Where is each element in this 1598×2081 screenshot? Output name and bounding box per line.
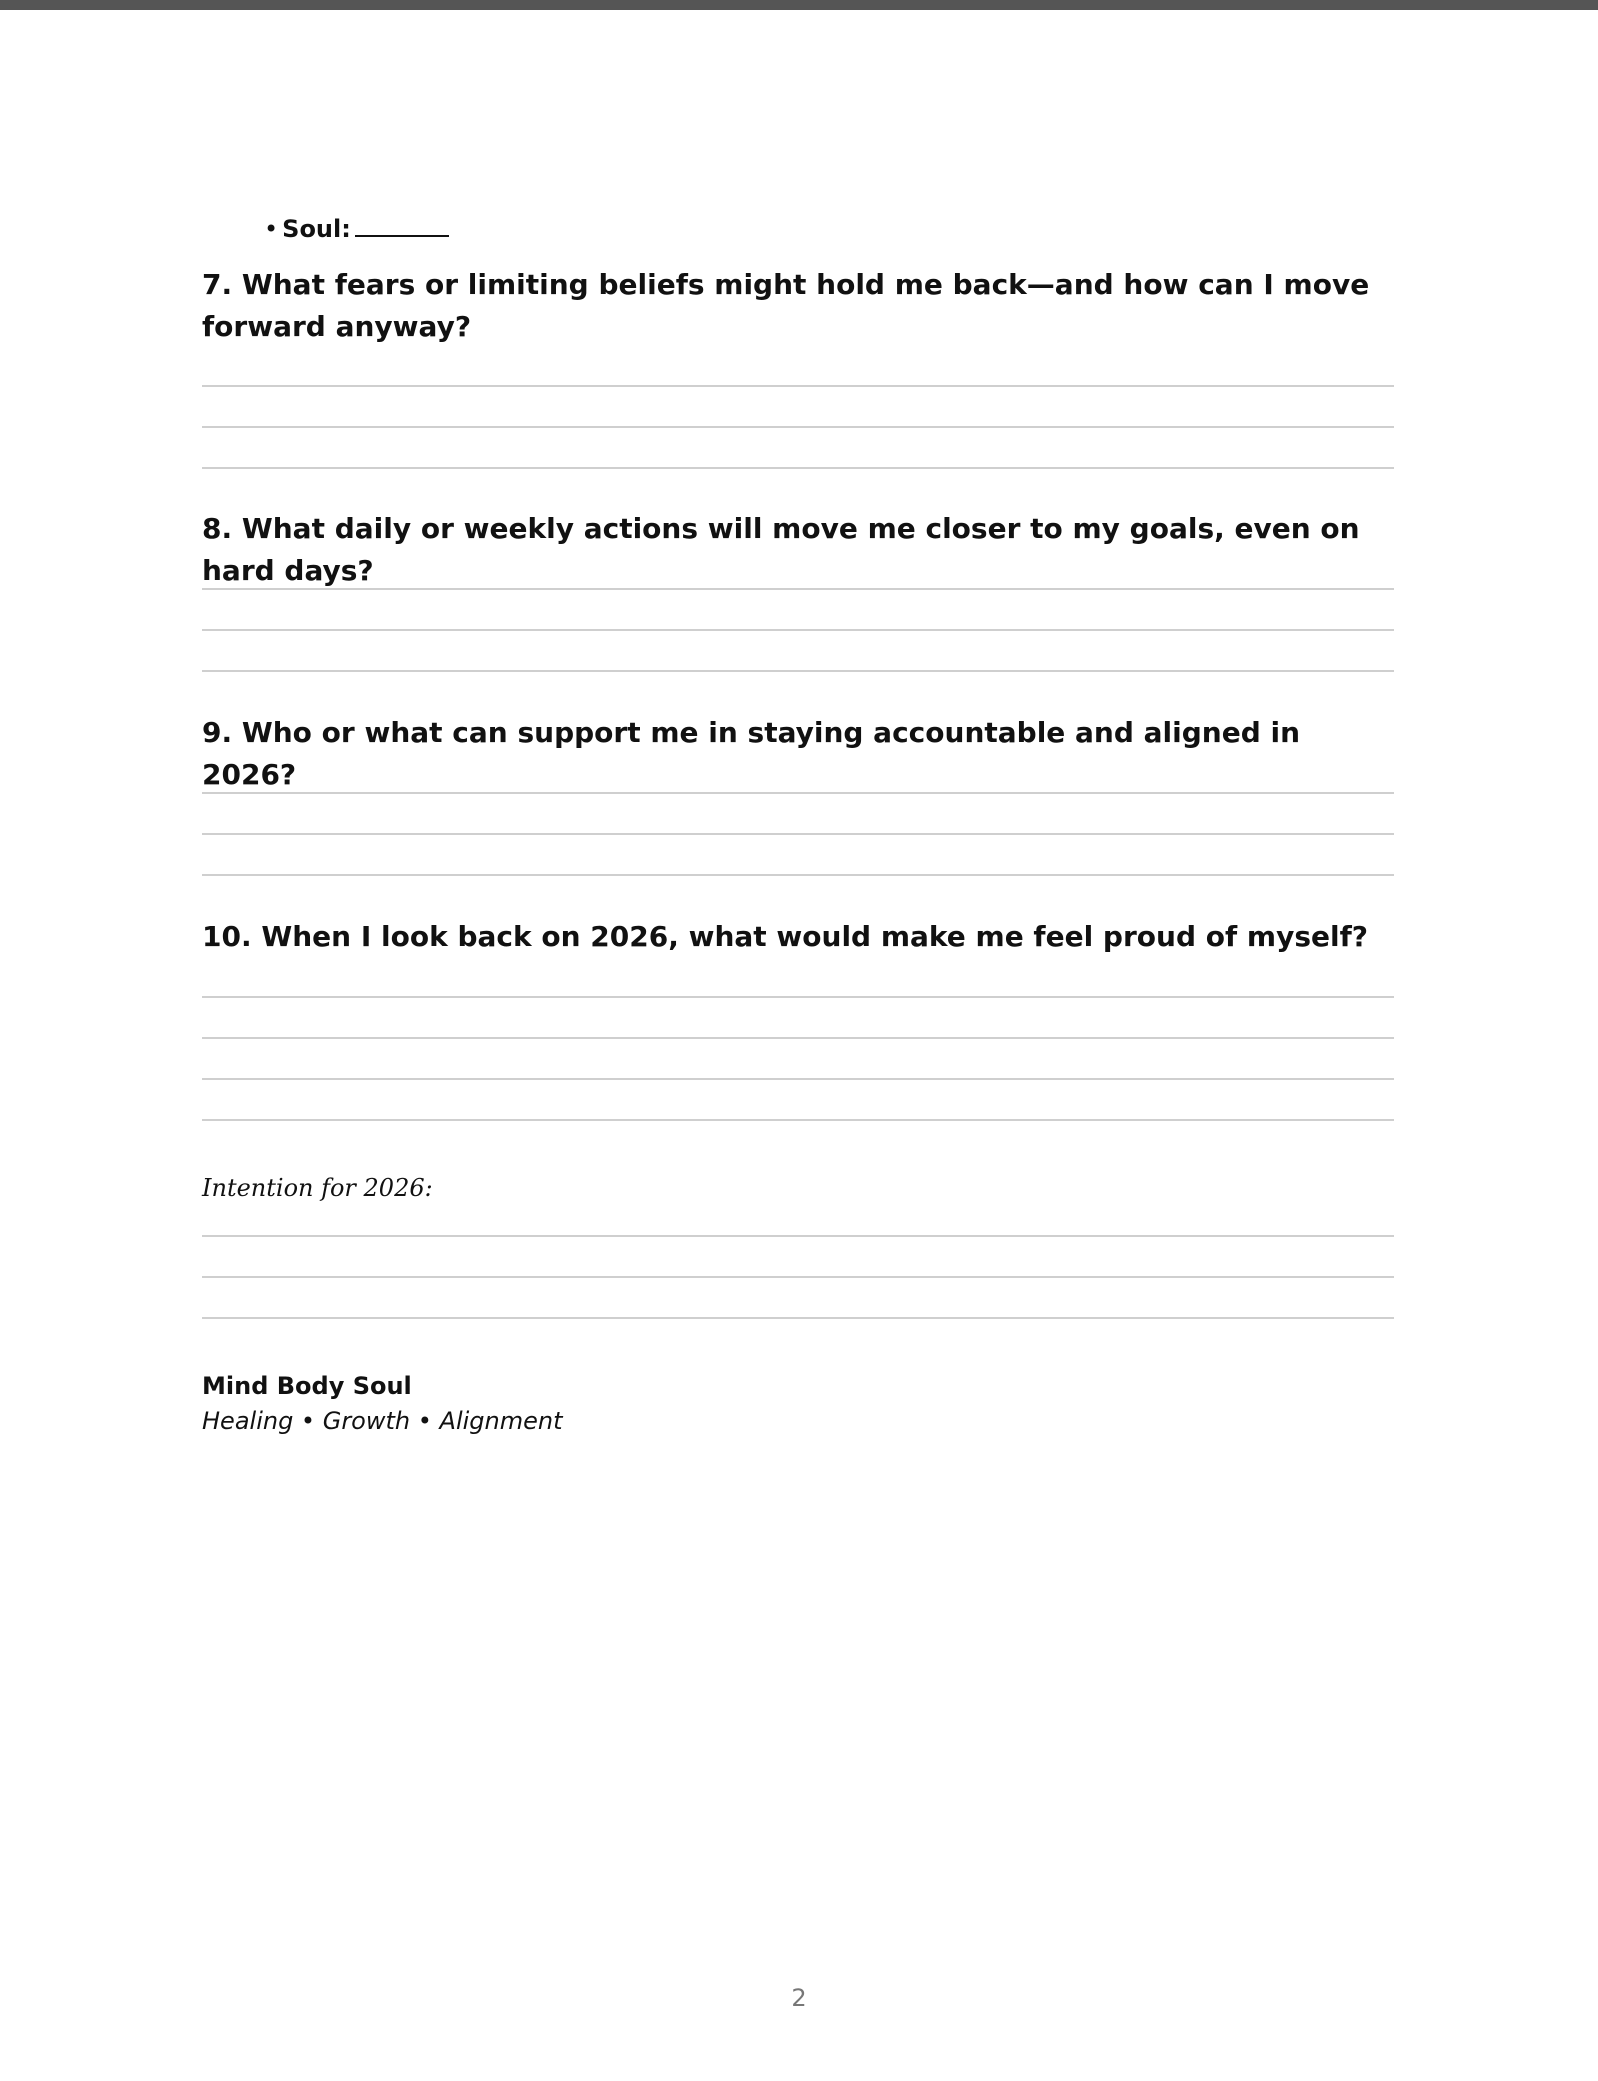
soul-label: Soul: bbox=[282, 215, 351, 243]
soul-blank-field[interactable] bbox=[355, 215, 449, 237]
answer-line-q9-1[interactable] bbox=[202, 792, 1394, 794]
answer-line-q7-3[interactable] bbox=[202, 467, 1394, 469]
answer-line-q7-1[interactable] bbox=[202, 385, 1394, 387]
intention-line-2[interactable] bbox=[202, 1276, 1394, 1278]
brand-name: Mind Body Soul bbox=[202, 1372, 412, 1400]
page-number: 2 bbox=[791, 1984, 807, 2012]
brand-tagline: Healing • Growth • Alignment bbox=[202, 1407, 563, 1435]
document-page bbox=[0, 10, 1598, 2081]
answer-line-q9-2[interactable] bbox=[202, 833, 1394, 835]
answer-line-q8-2[interactable] bbox=[202, 629, 1394, 631]
answer-line-q8-1[interactable] bbox=[202, 588, 1394, 590]
top-toolbar-strip bbox=[0, 0, 1598, 10]
intention-line-1[interactable] bbox=[202, 1235, 1394, 1237]
question-7: 7. What fears or limiting beliefs might hold me back—and how can I move forward anyway? bbox=[202, 268, 1370, 343]
answer-line-q8-3[interactable] bbox=[202, 670, 1394, 672]
answer-line-q10-3[interactable] bbox=[202, 1078, 1394, 1080]
bullet-marker: • bbox=[264, 215, 279, 243]
question-8: 8. What daily or weekly actions will move me closer to my goals, even on hard days? bbox=[202, 512, 1360, 587]
answer-line-q9-3[interactable] bbox=[202, 874, 1394, 876]
question-9: 9. Who or what can support me in staying accountable and aligned in 2026? bbox=[202, 716, 1301, 791]
answer-line-q10-1[interactable] bbox=[202, 996, 1394, 998]
answer-line-q10-2[interactable] bbox=[202, 1037, 1394, 1039]
soul-bullet-item bbox=[264, 215, 449, 243]
answer-line-q10-4[interactable] bbox=[202, 1119, 1394, 1121]
question-10: 10. When I look back on 2026, what would make me feel proud of myself? bbox=[202, 920, 1369, 953]
answer-line-q7-2[interactable] bbox=[202, 426, 1394, 428]
intention-label: Intention for 2026: bbox=[202, 1174, 433, 1202]
intention-line-3[interactable] bbox=[202, 1317, 1394, 1319]
